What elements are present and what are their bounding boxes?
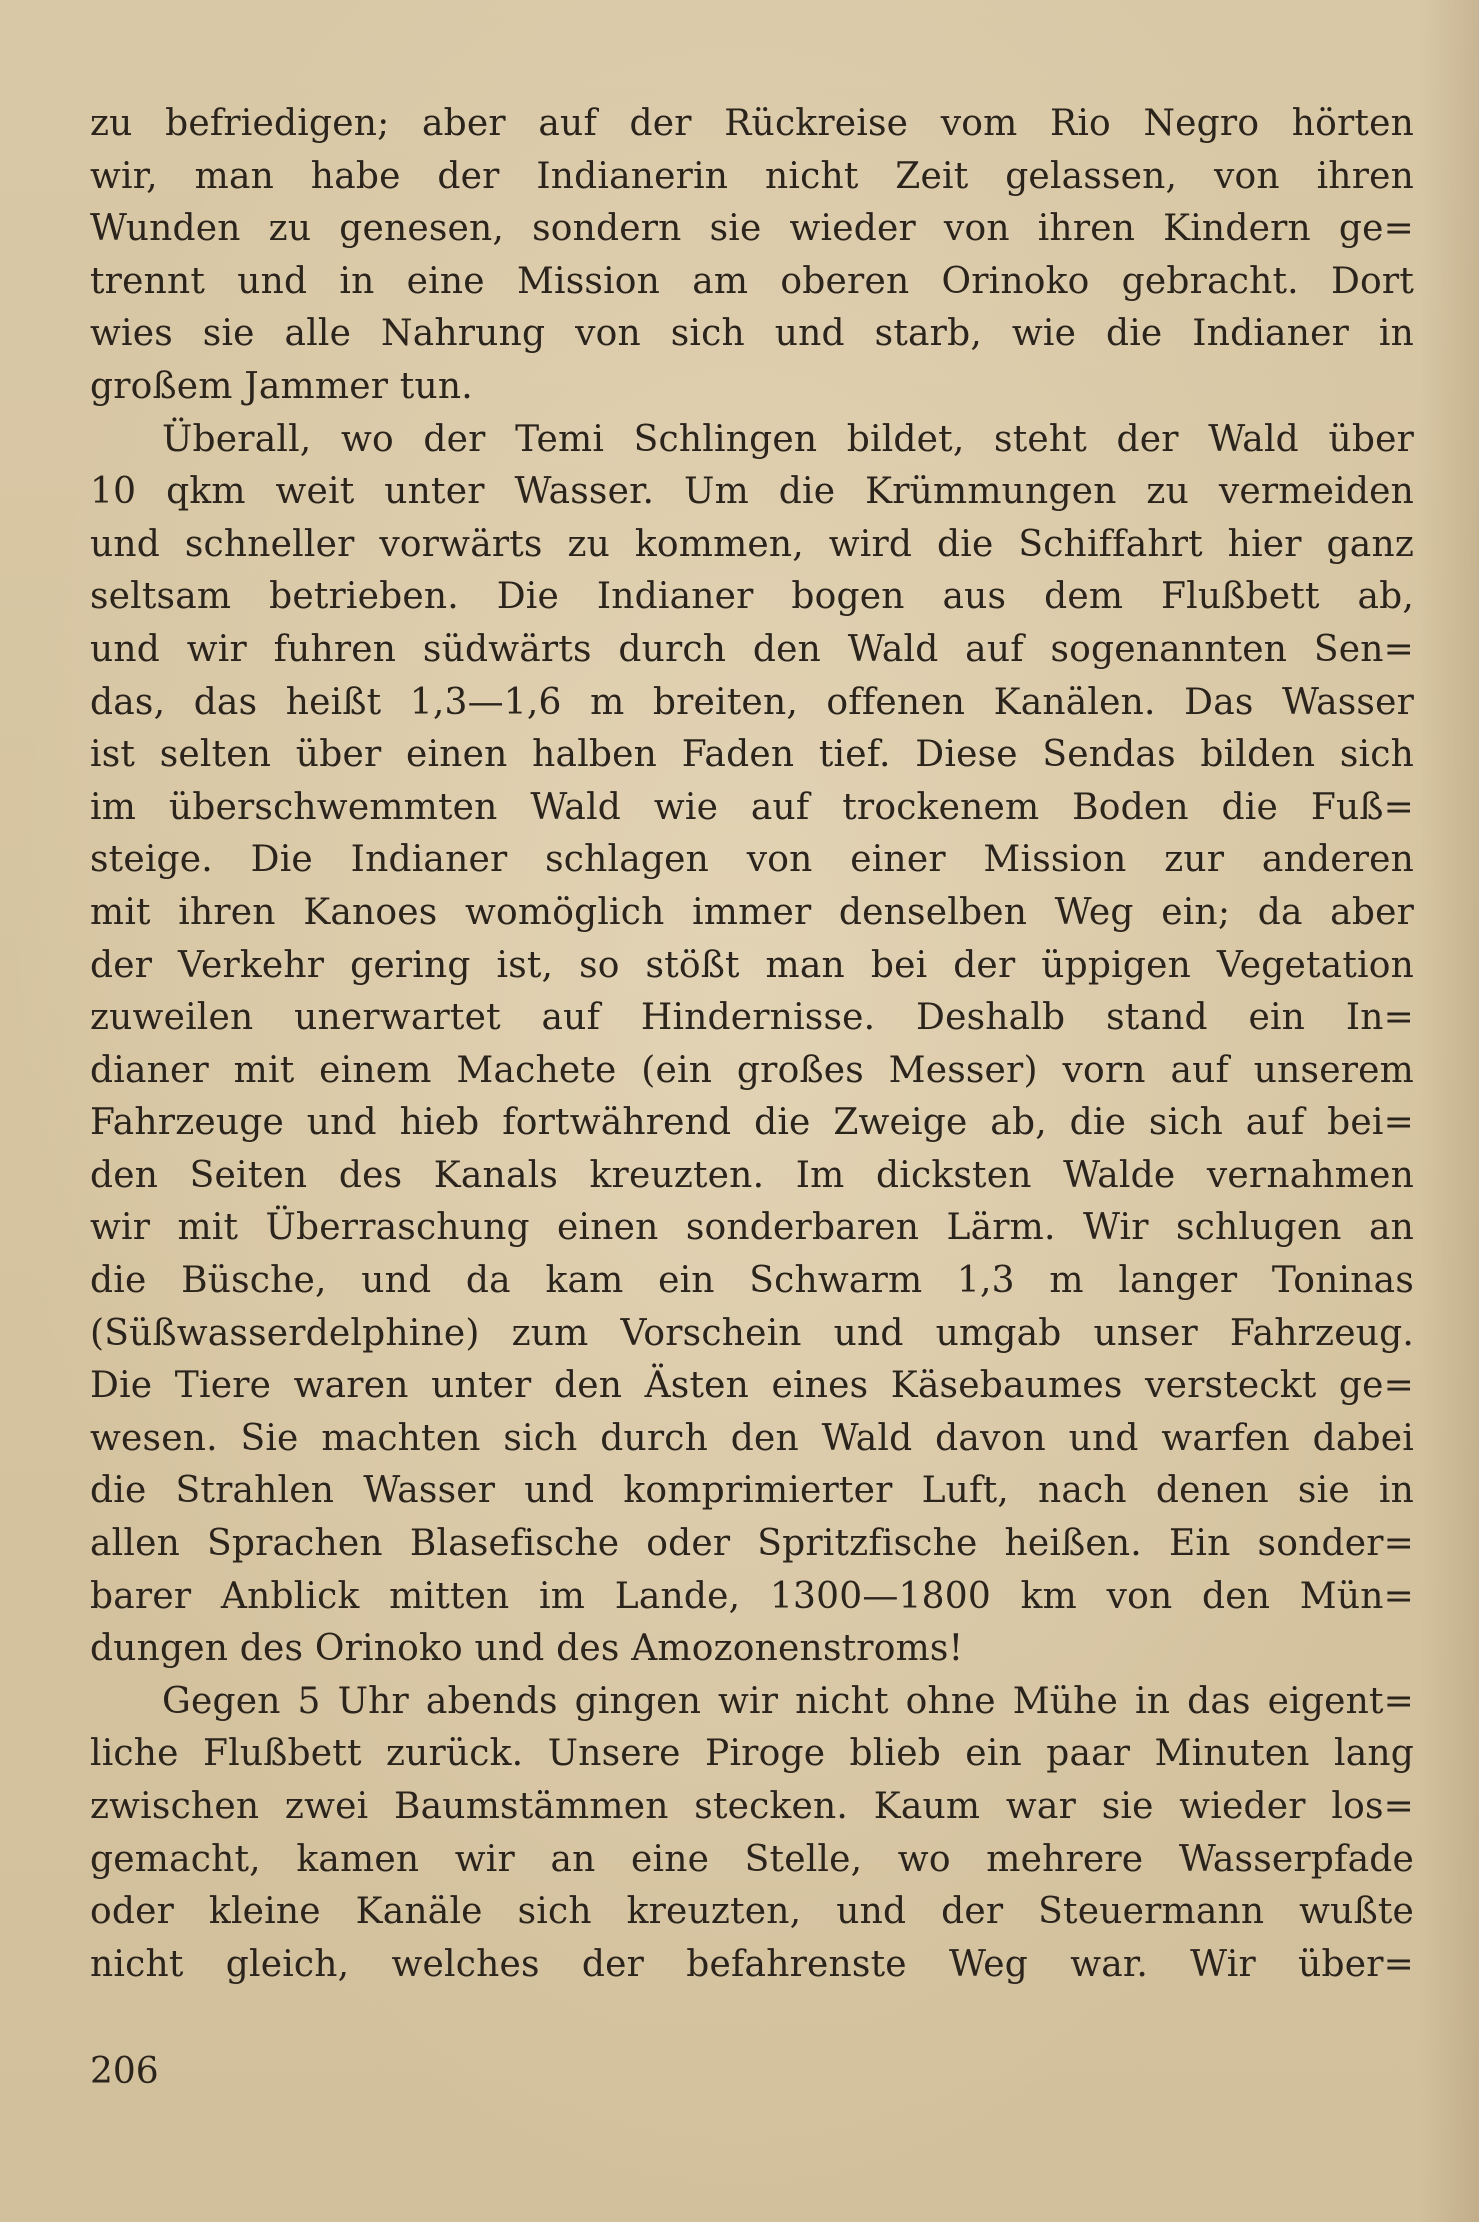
- text-line: zu befriedigen; aber auf der Rückreise vom Rio Negro hörten: [90, 103, 1414, 144]
- text-line: 10 qkm weit unter Wasser. Um die Krümmungen zu vermeiden: [90, 471, 1414, 513]
- text-line: Überall, wo der Temi Schlingen bildet, steht der Wald über: [162, 418, 1414, 460]
- text-line: das, das heißt 1,3—1,6 m breiten, offenen Kanälen. Das Wasser: [90, 681, 1414, 723]
- text-line: wir mit Überraschung einen sonderbaren Lärm. Wir schlugen an: [90, 1207, 1414, 1249]
- text-line: wesen. Sie machten sich durch den Wald davon und warfen dabei: [90, 1417, 1414, 1459]
- text-line: gemacht, kamen wir an eine Stelle, wo mehrere Wasserpfade: [90, 1838, 1414, 1880]
- text-line: die Büsche, und da kam ein Schwarm 1,3 m langer Toninas: [90, 1260, 1414, 1302]
- text-line: zuweilen unerwartet auf Hindernisse. Deshalb stand ein In=: [90, 997, 1414, 1039]
- text-line: steige. Die Indianer schlagen von einer Mission zur anderen: [90, 839, 1414, 881]
- text-line: seltsam betrieben. Die Indianer bogen aus dem Flußbett ab,: [90, 576, 1414, 618]
- text-line: großem Jammer tun.: [90, 365, 473, 407]
- text-line: mit ihren Kanoes womöglich immer denselben Weg ein; da aber: [90, 891, 1414, 933]
- body-text: [90, 98, 1414, 1991]
- text-line: (Süßwasserdelphine) zum Vorschein und umgab unser Fahrzeug.: [90, 1312, 1414, 1354]
- text-line: Fahrzeuge und hieb fortwährend die Zweige ab, die sich auf bei=: [90, 1102, 1414, 1144]
- text-line: wies sie alle Nahrung von sich und starb, wie die Indianer in: [90, 313, 1414, 355]
- text-line: die Strahlen Wasser und komprimierter Luft, nach denen sie in: [90, 1470, 1414, 1512]
- text-line: den Seiten des Kanals kreuzten. Im dicksten Walde vernahmen: [90, 1154, 1414, 1196]
- text-line: Die Tiere waren unter den Ästen eines Käsebaumes versteckt ge=: [90, 1365, 1414, 1407]
- text-line: und schneller vorwärts zu kommen, wird die Schiffahrt hier ganz: [90, 523, 1414, 565]
- text-line: zwischen zwei Baumstämmen stecken. Kaum war sie wieder los=: [90, 1786, 1414, 1827]
- text-line: allen Sprachen Blasefische oder Spritzfische heißen. Ein sonder=: [90, 1523, 1414, 1565]
- text-line: liche Flußbett zurück. Unsere Piroge blieb ein paar Minuten lang: [90, 1733, 1414, 1775]
- text-line: trennt und in eine Mission am oberen Orinoko gebracht. Dort: [90, 260, 1414, 302]
- text-line: im überschwemmten Wald wie auf trockenem Boden die Fuß=: [90, 786, 1414, 828]
- page-number: 206: [90, 2051, 159, 2092]
- text-line: dianer mit einem Machete (ein großes Messer) vorn auf unserem: [90, 1049, 1414, 1091]
- text-line: Wunden zu genesen, sondern sie wieder von ihren Kindern ge=: [90, 208, 1414, 250]
- text-line: der Verkehr gering ist, so stößt man bei der üppigen Vegetation: [90, 944, 1414, 986]
- text-line: nicht gleich, welches der befahrenste Weg war. Wir über=: [90, 1943, 1414, 1985]
- text-line: ist selten über einen halben Faden tief. Diese Sendas bilden sich: [90, 734, 1414, 776]
- text-line: oder kleine Kanäle sich kreuzten, und der Steuermann wußte: [90, 1891, 1414, 1933]
- text-line: Gegen 5 Uhr abends gingen wir nicht ohne Mühe in das eigent=: [162, 1680, 1414, 1722]
- text-line: wir, man habe der Indianerin nicht Zeit gelassen, von ihren: [90, 155, 1414, 197]
- text-line: barer Anblick mitten im Lande, 1300—1800 km von den Mün=: [90, 1575, 1414, 1617]
- text-line: und wir fuhren südwärts durch den Wald auf sogenannten Sen=: [90, 628, 1414, 670]
- text-line: dungen des Orinoko und des Amozonenstroms!: [90, 1628, 964, 1670]
